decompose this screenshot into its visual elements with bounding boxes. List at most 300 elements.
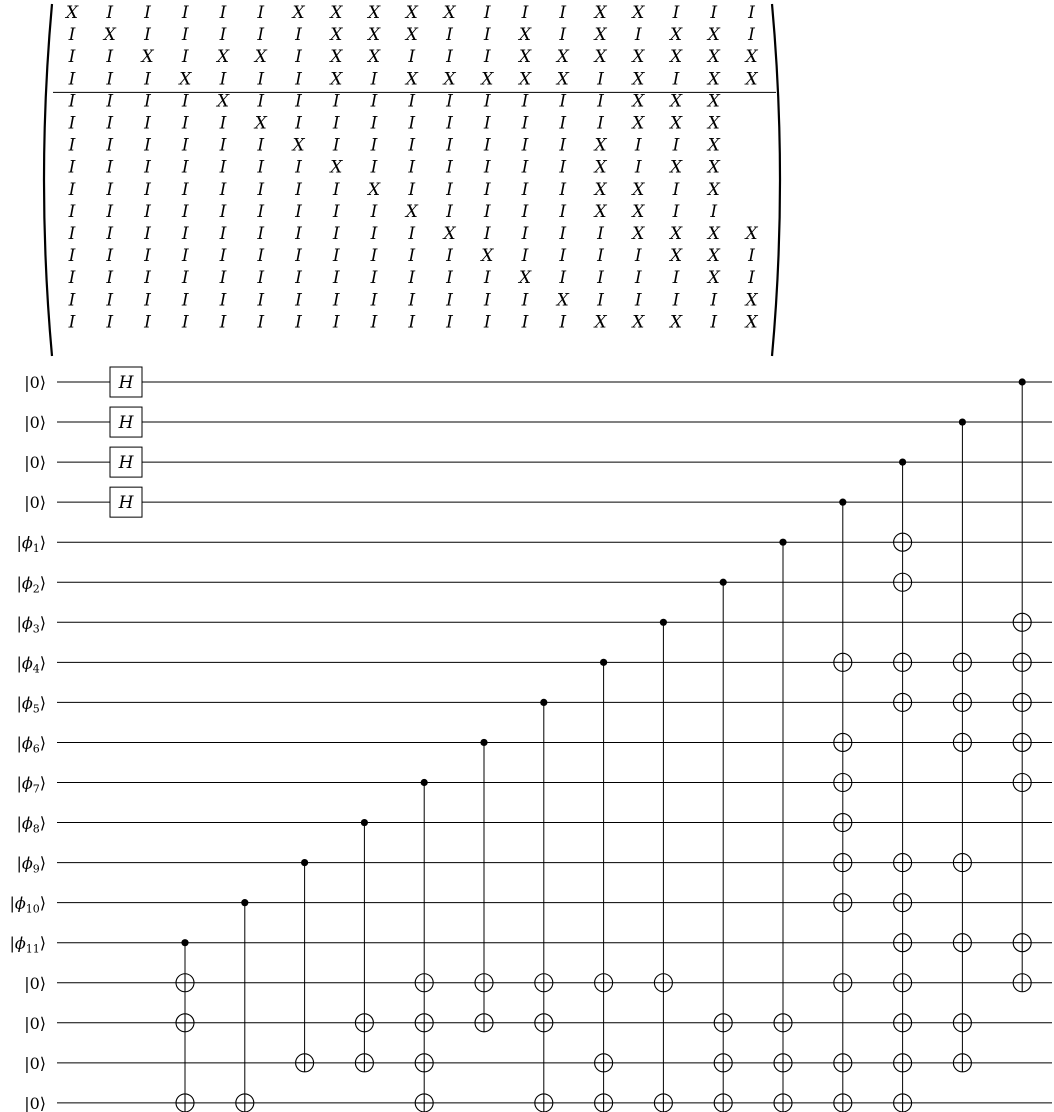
matrix-entry: I	[257, 224, 265, 244]
matrix-entry: I	[332, 246, 340, 267]
matrix-entry: I	[408, 224, 416, 244]
matrix-entry: I	[483, 312, 491, 333]
target-oplus	[894, 1054, 912, 1072]
matrix-entry: X	[216, 91, 230, 112]
multi-target-cnot	[535, 699, 553, 1112]
matrix-entry: X	[632, 224, 645, 244]
target-oplus	[535, 1094, 553, 1112]
matrix-row	[68, 158, 721, 178]
matrix-entry: I	[748, 268, 755, 289]
matrix-entry: I	[144, 91, 151, 112]
matrix-entry: I	[295, 113, 302, 134]
control-dot	[181, 939, 188, 946]
matrix-entry: I	[634, 157, 642, 178]
matrix-row	[68, 224, 759, 244]
matrix-entry: I	[521, 224, 529, 244]
matrix-entry: I	[483, 113, 491, 134]
matrix-entry: I	[144, 157, 151, 178]
matrix-entry: I	[68, 290, 76, 311]
target-oplus	[894, 934, 912, 952]
matrix-entry: I	[181, 91, 189, 112]
wire-label: $|\phi_2⟩$	[16, 573, 46, 596]
matrix-entry: X	[594, 157, 607, 178]
target-oplus	[654, 974, 672, 992]
wire-label: $|\phi_4⟩$	[16, 653, 46, 676]
matrix-right-paren	[772, 4, 780, 356]
target-oplus	[774, 1014, 792, 1032]
matrix-row	[68, 69, 759, 89]
control-dot	[600, 659, 607, 666]
matrix-entry: I	[219, 290, 227, 311]
control-dot	[421, 779, 428, 786]
matrix-entry: I	[219, 25, 227, 46]
matrix-entry: I	[106, 224, 114, 244]
matrix-entry: X	[669, 91, 683, 112]
target-oplus	[894, 894, 912, 912]
matrix-entry: I	[181, 3, 189, 23]
target-oplus	[415, 1014, 433, 1032]
wire-label: |0⟩	[24, 453, 46, 473]
target-oplus	[1013, 774, 1031, 792]
matrix-entry: I	[672, 201, 680, 222]
multi-target-cnot	[1013, 378, 1031, 991]
control-dot	[959, 418, 966, 425]
matrix-entry: I	[181, 179, 189, 200]
matrix-entry: I	[483, 25, 491, 46]
matrix-entry: I	[370, 135, 378, 156]
matrix-entry: I	[257, 69, 265, 90]
matrix-entry: I	[597, 224, 604, 244]
matrix-entry: X	[556, 69, 569, 90]
matrix-entry: X	[632, 47, 645, 68]
matrix-entry: X	[481, 246, 494, 267]
multi-target-cnot	[953, 418, 971, 1071]
matrix-entry: I	[68, 224, 76, 244]
matrix-entry: I	[370, 246, 378, 267]
matrix-entry: I	[597, 246, 604, 267]
matrix-entry: X	[481, 69, 494, 90]
matrix-entry: X	[632, 179, 645, 200]
matrix-entry: I	[559, 224, 567, 244]
matrix-entry: X	[707, 113, 720, 134]
matrix-entry: I	[483, 47, 491, 68]
matrix-entry: X	[594, 201, 607, 222]
target-oplus	[834, 1054, 852, 1072]
target-oplus	[894, 693, 912, 711]
target-oplus	[953, 1014, 971, 1032]
matrix-entry: X	[669, 47, 683, 68]
matrix-entry: I	[295, 47, 302, 68]
matrix-entry: I	[219, 268, 227, 289]
matrix-entry: I	[181, 268, 189, 289]
matrix-entry: I	[521, 135, 529, 156]
multi-target-cnot	[176, 939, 194, 1112]
matrix-entry: I	[144, 246, 151, 267]
target-oplus	[953, 733, 971, 751]
matrix-entry: I	[597, 113, 604, 134]
matrix-entry: I	[295, 268, 302, 289]
matrix-entry: I	[597, 268, 604, 289]
matrix-entry: I	[597, 91, 604, 112]
matrix-entry: X	[367, 3, 381, 23]
matrix-entry: X	[745, 69, 758, 90]
hadamard-gate	[110, 407, 142, 437]
matrix-entry: X	[594, 47, 607, 68]
matrix-entry: I	[559, 3, 567, 23]
matrix-entry: I	[219, 3, 227, 23]
matrix-entry: X	[707, 246, 720, 267]
hadamard-label: H	[118, 413, 134, 434]
matrix-entry: X	[707, 47, 720, 68]
matrix-entry: I	[106, 290, 114, 311]
target-oplus	[535, 974, 553, 992]
matrix-entry: I	[672, 3, 680, 23]
matrix-entry: I	[68, 268, 76, 289]
matrix-entry: X	[254, 113, 267, 134]
matrix-entry: X	[594, 3, 607, 23]
target-oplus	[834, 653, 852, 671]
target-oplus	[355, 1014, 373, 1032]
matrix-entry: X	[65, 3, 79, 23]
matrix-entry: I	[219, 113, 227, 134]
matrix-row	[68, 136, 721, 156]
matrix-entry: I	[68, 135, 76, 156]
matrix-entry: I	[219, 224, 227, 244]
matrix-entry: X	[330, 25, 343, 46]
matrix-entry: X	[518, 47, 532, 68]
matrix-entry: X	[367, 179, 381, 200]
target-oplus	[834, 854, 852, 872]
matrix-entry: X	[669, 224, 683, 244]
matrix-entry: X	[405, 25, 418, 46]
matrix-entry: X	[292, 3, 305, 23]
target-oplus	[1013, 693, 1031, 711]
target-oplus	[1013, 733, 1031, 751]
matrix-entry: I	[408, 91, 416, 112]
target-oplus	[953, 653, 971, 671]
multi-target-cnot	[654, 619, 672, 1112]
matrix-entry: I	[257, 157, 265, 178]
matrix-row	[68, 290, 759, 310]
control-dot	[779, 539, 786, 546]
matrix-entry: I	[295, 157, 302, 178]
target-oplus	[415, 974, 433, 992]
matrix-entry: I	[106, 69, 114, 90]
matrix-entry: I	[106, 201, 114, 222]
matrix-entry: I	[370, 157, 378, 178]
wire-label: |0⟩	[24, 373, 46, 392]
matrix-entry: X	[669, 246, 683, 267]
target-oplus	[176, 1094, 194, 1112]
hadamard-gate	[110, 447, 142, 477]
matrix-entry: I	[144, 113, 151, 134]
matrix-entry: I	[144, 135, 151, 156]
matrix-entry: X	[367, 47, 381, 68]
matrix-entry: I	[483, 224, 491, 244]
matrix-entry: I	[219, 69, 227, 90]
matrix-entry: I	[257, 290, 265, 311]
matrix-entry: I	[219, 312, 227, 333]
matrix-entry: I	[446, 179, 453, 200]
matrix-entry: X	[707, 179, 720, 200]
target-oplus	[774, 1094, 792, 1112]
target-oplus	[714, 1014, 732, 1032]
matrix-entry: I	[144, 3, 151, 23]
matrix-entry: I	[408, 113, 416, 134]
wire-label: |0⟩	[24, 1013, 46, 1033]
matrix-left-paren	[44, 4, 52, 356]
matrix-entry: X	[405, 69, 418, 90]
target-oplus	[296, 1054, 314, 1072]
matrix-entry: I	[710, 201, 718, 222]
target-oplus	[1013, 934, 1031, 952]
matrix-entry: I	[181, 47, 189, 68]
target-oplus	[595, 974, 613, 992]
multi-target-cnot	[236, 899, 254, 1112]
matrix-entry: X	[707, 224, 720, 244]
matrix-row	[68, 268, 756, 288]
multi-target-cnot	[595, 659, 613, 1112]
matrix-entry: I	[446, 246, 453, 267]
matrix-entry: I	[446, 113, 453, 134]
multi-target-cnot	[296, 859, 314, 1072]
matrix-entry: I	[672, 135, 680, 156]
target-oplus	[654, 1094, 672, 1112]
matrix-entry: I	[144, 224, 151, 244]
control-dot	[540, 699, 547, 706]
matrix-entry: I	[634, 246, 642, 267]
matrix-entry: I	[106, 47, 114, 68]
matrix-entry: I	[332, 201, 340, 222]
target-oplus	[953, 693, 971, 711]
multi-target-cnot	[834, 499, 852, 1112]
matrix-entry: I	[181, 290, 189, 311]
matrix-entry: I	[295, 290, 302, 311]
matrix-entry: X	[632, 113, 645, 134]
matrix-entry: X	[518, 69, 532, 90]
matrix-entry: X	[632, 69, 645, 90]
matrix-entry: I	[332, 179, 340, 200]
matrix-entry: I	[106, 113, 114, 134]
matrix-entry: I	[634, 25, 642, 46]
matrix-entry: X	[443, 224, 456, 244]
matrix-entry: I	[446, 201, 453, 222]
matrix-entry: I	[144, 312, 151, 333]
target-oplus	[953, 1054, 971, 1072]
target-oplus	[953, 854, 971, 872]
matrix-entry: I	[408, 290, 416, 311]
target-oplus	[834, 774, 852, 792]
matrix-entry: I	[181, 246, 189, 267]
matrix-entry: I	[634, 135, 642, 156]
matrix-entry: I	[446, 312, 453, 333]
matrix-entry: I	[257, 246, 265, 267]
control-dot	[1019, 378, 1026, 385]
matrix-entry: X	[707, 268, 720, 289]
matrix-entry: I	[257, 135, 265, 156]
matrix-entry: X	[292, 135, 305, 156]
matrix-entry: I	[521, 246, 529, 267]
matrix-entry: I	[559, 113, 567, 134]
control-dot	[480, 739, 487, 746]
matrix-entry: X	[330, 47, 343, 68]
target-oplus	[415, 1094, 433, 1112]
matrix-entry: I	[257, 91, 265, 112]
target-oplus	[894, 974, 912, 992]
matrix-entry: I	[295, 312, 302, 333]
matrix-entry: I	[710, 3, 718, 23]
matrix-entry: I	[144, 179, 151, 200]
matrix-entry: I	[521, 3, 529, 23]
matrix-entry: I	[370, 69, 378, 90]
matrix-entry: X	[632, 312, 645, 333]
matrix-entry: I	[672, 69, 680, 90]
matrix-entry: I	[181, 157, 189, 178]
matrix-row	[68, 180, 721, 200]
matrix-entry: I	[332, 268, 340, 289]
target-oplus	[595, 1054, 613, 1072]
wire-label: |0⟩	[24, 1053, 46, 1073]
matrix-entry: I	[446, 157, 453, 178]
target-oplus	[415, 1054, 433, 1072]
wire-label: $|\phi_3⟩$	[16, 613, 46, 636]
target-oplus	[894, 1014, 912, 1032]
matrix-row	[64, 3, 755, 23]
matrix-entry: I	[370, 91, 378, 112]
target-oplus	[176, 1014, 194, 1032]
multi-target-cnot	[355, 819, 373, 1072]
matrix-entry: I	[408, 312, 416, 333]
matrix-entry: I	[257, 201, 265, 222]
matrix-entry: I	[748, 246, 755, 267]
matrix-entry: I	[559, 268, 567, 289]
target-oplus	[894, 533, 912, 551]
matrix-entry: X	[745, 224, 758, 244]
hadamard-label: H	[118, 373, 134, 393]
matrix-entry: X	[745, 47, 758, 68]
matrix-entry: I	[446, 290, 453, 311]
matrix-entry: I	[521, 179, 529, 200]
matrix-entry: I	[68, 201, 76, 222]
matrix-entry: I	[446, 135, 453, 156]
matrix-entry: I	[68, 157, 76, 178]
matrix-entry: X	[556, 47, 569, 68]
target-oplus	[834, 894, 852, 912]
matrix-entry: I	[483, 268, 491, 289]
matrix-entry: I	[68, 69, 76, 90]
matrix-entry: I	[181, 113, 189, 134]
matrix-entry: I	[144, 69, 151, 90]
matrix-entry: X	[707, 135, 720, 156]
matrix-entry: I	[370, 312, 378, 333]
matrix-entry: I	[710, 312, 718, 333]
matrix-entry: I	[672, 268, 680, 289]
multi-target-cnot	[894, 459, 912, 1112]
control-dot	[839, 499, 846, 506]
matrix-entry: I	[521, 157, 529, 178]
matrix-entry: I	[106, 312, 114, 333]
target-oplus	[176, 974, 194, 992]
matrix-entry: I	[181, 135, 189, 156]
matrix-entry: I	[559, 312, 567, 333]
matrix-entry: I	[408, 135, 416, 156]
matrix-entry: I	[332, 135, 340, 156]
wire-label: $|\phi_9⟩$	[16, 853, 46, 876]
wire-label: $|\phi_{10}⟩$	[9, 893, 46, 916]
target-oplus	[475, 974, 493, 992]
matrix-entry: I	[559, 135, 567, 156]
matrix-entry: I	[672, 179, 680, 200]
matrix-entry: X	[443, 69, 456, 90]
matrix-entry: I	[483, 201, 491, 222]
hadamard-gate	[110, 487, 142, 517]
hadamard-label: H	[118, 493, 134, 514]
matrix-entry: I	[483, 179, 491, 200]
matrix-row	[68, 202, 718, 222]
control-dot	[301, 859, 308, 866]
wire-label: |0⟩	[24, 1093, 46, 1112]
matrix-entry: X	[254, 47, 267, 68]
target-oplus	[894, 1094, 912, 1112]
wire-label: $|\phi_{11}⟩$	[9, 933, 46, 956]
wire-label: |0⟩	[24, 973, 46, 993]
matrix-entry: X	[669, 157, 683, 178]
matrix-entry: I	[597, 69, 604, 90]
matrix-entry: I	[257, 179, 265, 200]
matrix-entry: I	[106, 179, 114, 200]
matrix-entry: I	[559, 179, 567, 200]
matrix-entry: I	[710, 290, 718, 311]
matrix-entry: X	[179, 69, 192, 90]
matrix-entry: X	[330, 69, 343, 90]
matrix-entry: X	[556, 290, 569, 311]
target-oplus	[834, 733, 852, 751]
wire-label: $|\phi_5⟩$	[16, 693, 46, 716]
multi-target-cnot	[714, 579, 732, 1112]
matrix-entry: I	[559, 25, 567, 46]
target-oplus	[595, 1094, 613, 1112]
matrix-entry: I	[332, 113, 340, 134]
target-oplus	[714, 1054, 732, 1072]
matrix-entry: X	[669, 113, 683, 134]
wire-label: $|\phi_6⟩$	[16, 733, 46, 756]
matrix-entry: I	[521, 312, 529, 333]
matrix-entry: I	[408, 268, 416, 289]
matrix-entry: I	[370, 290, 378, 311]
matrix-entry: I	[559, 157, 567, 178]
matrix-entry: X	[669, 25, 683, 46]
matrix-entry: X	[594, 135, 607, 156]
matrix-entry: I	[295, 25, 302, 46]
matrix-entry: I	[483, 91, 491, 112]
target-oplus	[953, 934, 971, 952]
matrix-entry: X	[518, 268, 532, 289]
matrix-entry: I	[483, 135, 491, 156]
target-oplus	[1013, 653, 1031, 671]
matrix-row	[68, 246, 756, 266]
target-oplus	[834, 814, 852, 832]
matrix-entry: X	[594, 25, 607, 46]
matrix-entry: I	[219, 179, 227, 200]
matrix-entry: I	[295, 224, 302, 244]
matrix-entry: I	[370, 201, 378, 222]
matrix-entry: I	[597, 290, 604, 311]
matrix-entry: I	[370, 268, 378, 289]
matrix-entry: I	[181, 25, 189, 46]
matrix-entry: I	[257, 25, 265, 46]
matrix-entry: I	[332, 224, 340, 244]
matrix-entry: I	[181, 312, 189, 333]
